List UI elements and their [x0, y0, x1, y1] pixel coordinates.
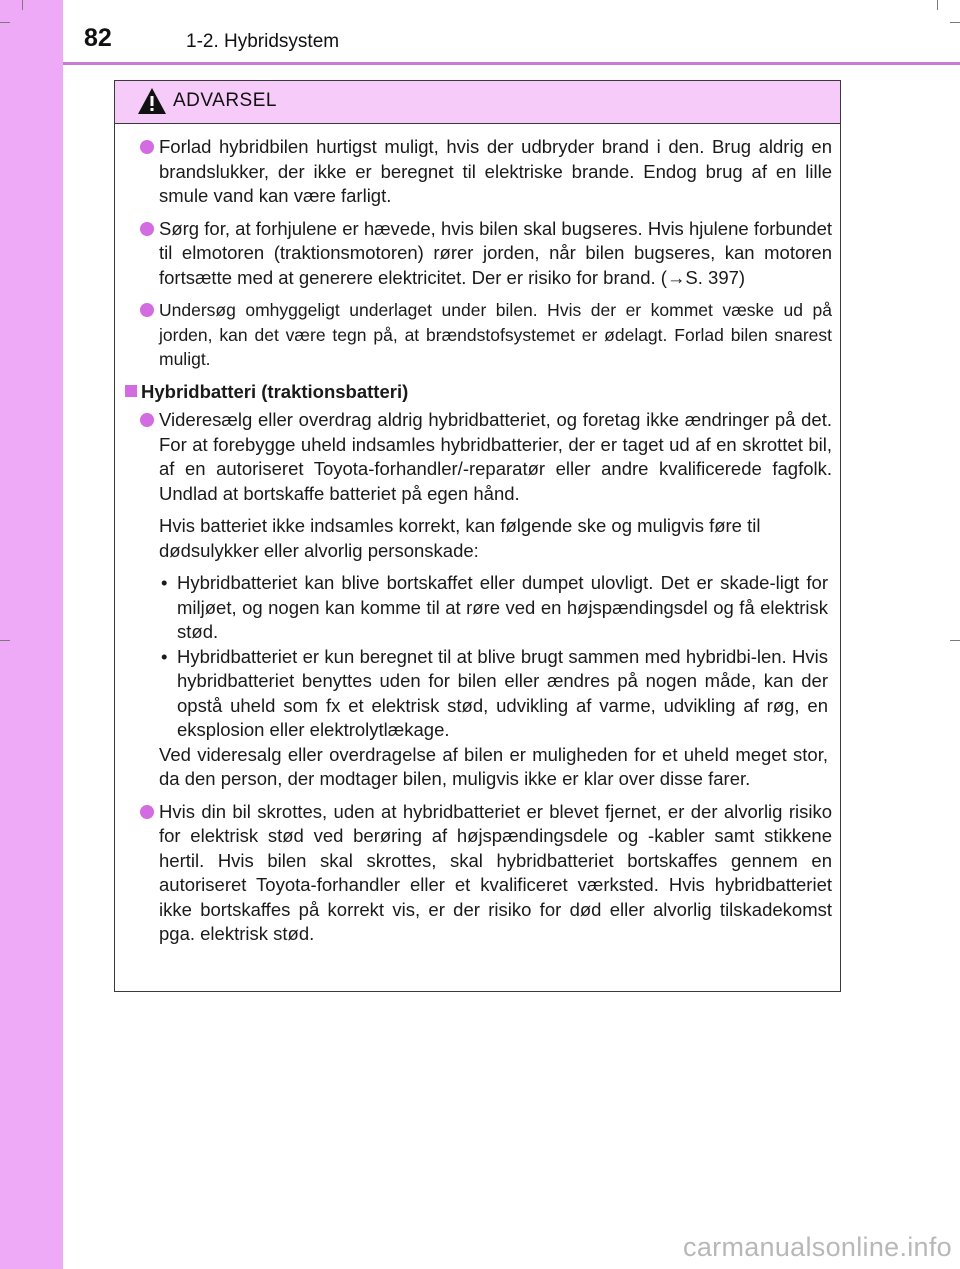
- warning-triangle-icon: [137, 87, 167, 115]
- warning-item-text: Forlad hybridbilen hurtigst muligt, hvis der udbryder brand i den. Brug aldrig en brandslukker, der ikke er beregnet til elektriske brande. Endog brug af en lille smule vand kan være farligt.: [159, 136, 832, 206]
- warning-header: [115, 81, 840, 124]
- bullet-mark: •: [161, 572, 168, 593]
- crop-mark: [937, 0, 938, 10]
- warning-item: [115, 135, 842, 209]
- warning-item: [115, 800, 842, 947]
- crop-mark: [0, 640, 10, 641]
- section-heading-text: Hybridbatteri (traktionsbatteri): [141, 380, 409, 402]
- bullet-dot-icon: [140, 303, 154, 317]
- header-rule: [63, 62, 960, 65]
- battery-paragraph: Hvis batteriet ikke indsamles korrekt, kan følgende ske og muligvis føre til dødsulykker eller alvorlig personskade:: [159, 515, 761, 561]
- warning-item: [115, 408, 842, 506]
- warning-item: [115, 298, 842, 372]
- warning-item: [115, 217, 842, 291]
- side-strip: [0, 0, 63, 1269]
- crop-mark: [950, 640, 960, 641]
- square-bullet-icon: [125, 385, 137, 397]
- bullet-dot-icon: [140, 413, 154, 427]
- crop-mark: [22, 0, 23, 10]
- section-heading: [115, 380, 842, 405]
- bullet-mark: •: [161, 645, 168, 667]
- warning-box: [114, 80, 841, 992]
- warning-item-text: Hvis din bil skrottes, uden at hybridbatteriet er blevet fjernet, er der alvorlig risiko for elektrisk stød ved berøring af højspændingsdele og -kabler samt stikkene hertil. Hvis bilen skal skrottes, skal hybridbatteriet bortskaffes gennem en autoriseret Toyota-forhandler eller et kvalificeret værksted. Hvis hybridbatteriet ikke bortskaffes på korrekt vis, er der risiko for død eller alvorlig tilskadekomst pga. elektrisk stød.: [159, 800, 832, 944]
- bullet-dot-icon: [140, 140, 154, 154]
- list-item-text: Hybridbatteriet er kun beregnet til at blive brugt sammen med hybridbi-len. Hvis hybridbatteriet benyttes uden for bilen eller ændres på nogen måde, kan der opstå uheld som fx et elektrisk stød, udvikling af varme, udvikling af røg, en eksplosion eller elektrolytlækage.: [177, 645, 828, 740]
- crop-mark: [950, 22, 960, 23]
- section-title: 1-2. Hybridsystem: [186, 31, 340, 52]
- resale-paragraph: Ved videresalg eller overdragelse af bilen er muligheden for et uheld meget stor, da den person, der modtager bilen, muligvis ikke er klar over disse farer.: [159, 743, 828, 789]
- watermark: carmanualsonline.info: [683, 1232, 952, 1262]
- list-item: [115, 645, 842, 743]
- list-item: [115, 571, 842, 645]
- crop-mark: [0, 22, 10, 23]
- warning-content: [115, 135, 842, 955]
- list-item-text: Hybridbatteriet kan blive bortskaffet eller dumpet ulovligt. Det er skade-ligt for miljøet, og nogen kan komme til at røre ved en højspændingsdel og få elektrisk stød.: [177, 572, 828, 642]
- warning-item-text: Videresælg eller overdrag aldrig hybridbatteriet, og foretag ikke ændringer på det. For at forebygge uheld indsamles hybridbatterier, der er taget ud af en skrottet bil, af en autoriseret Toyota-forhandler/-reparatør eller andre kvalificerede fagfolk. Undlad at bortskaffe batteriet på egen hånd.: [159, 409, 832, 504]
- page-number: 82: [84, 24, 112, 52]
- warning-label: ADVARSEL: [173, 90, 277, 111]
- warning-item-text: Sørg for, at forhjulene er hævede, hvis bilen skal bugseres. Hvis hjulene forbundet til elmotoren (traktionsmotoren) rører jorden, når bilen bugseres, kan motoren fortsætte med at generere elektricitet. Der er risiko for brand. (→S. 397): [159, 217, 832, 288]
- warning-item-text: Undersøg omhyggeligt underlaget under bilen. Hvis der er kommet væske ud på jorden, kan det være tegn på, at brændstofsystemet er ødelagt. Forlad bilen snarest muligt.: [159, 300, 832, 369]
- bullet-dot-icon: [140, 805, 154, 819]
- bullet-dot-icon: [140, 222, 154, 236]
